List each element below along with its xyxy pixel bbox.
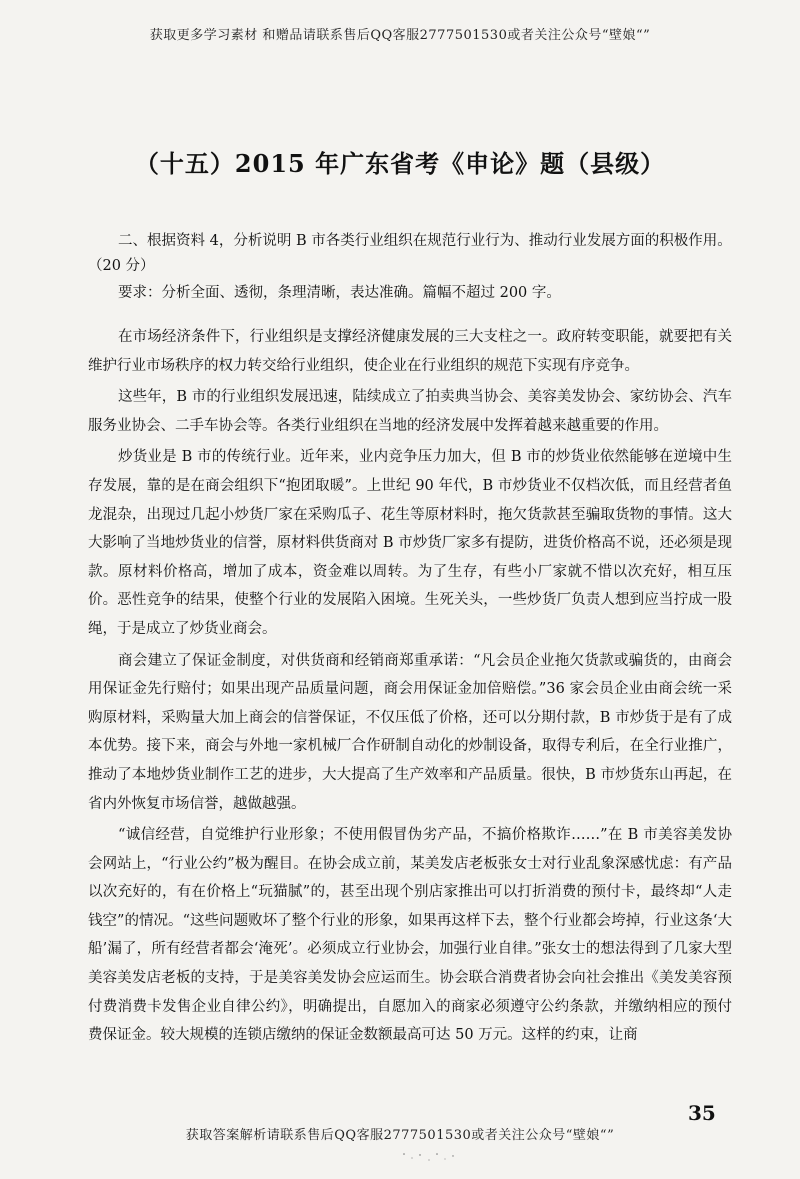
paragraph: 在市场经济条件下，行业组织是支撑经济健康发展的三大支柱之一。政府转变职能，就要把有关维护行业市场秩序的权力转交给行业组织，使企业在行业组织的规范下实现有序竞争。	[88, 329, 732, 374]
page-number: 35	[688, 1101, 716, 1125]
paragraph: 这些年，B 市的行业组织发展迅速，陆续成立了拍卖典当协会、美容美发协会、家纺协会、汽车服务业协会、二手车协会等。各类行业组织在当地的经济发展中发挥着越来越重要的作用。	[88, 389, 732, 434]
footer-promo-note: 获取答案解析请联系售后QQ客服2777501530或者关注公众号“壁娘“”	[185, 1128, 615, 1143]
header-promo-note: 获取更多学习素材 和赠品请联系售后QQ客服2777501530或者关注公众号“壁娘“”	[149, 28, 651, 43]
scan-speckle-decoration	[400, 1150, 460, 1164]
paragraph: “诚信经营，自觉维护行业形象；不使用假冒伪劣产品，不搞价格欺诈……”在 B 市美容美发协会网站上，“行业公约”极为醒目。在协会成立前，某美发店老板张女士对行业乱象深感忧虑：有产品以次充好的，有在价格上“玩猫腻”的，甚至出现个别店家推出可以打折消费的预付卡，最终却“人走钱空”的情况。“这些问题败坏了整个行业的形象，如果再这样下去，整个行业都会垮掉，行业这条‘大船’漏了，所有经营者都会‘淹死’。必须成立行业协会，加强行业自律。”张女士的想法得到了几家大型美容美发店老板的支持，于是美容美发协会应运而生。协会联合消费者协会向社会推出《美发美容预付费消费卡发售企业自律公约》，明确提出，自愿加入的商家必须遵守公约条款，并缴纳相应的预付费保证金。较大规模的连锁店缴纳的保证金数额最高可达 50 万元。这样的约束，让商	[88, 827, 732, 1044]
requirement-text: 要求：分析全面、透彻，条理清晰，表达准确。篇幅不超过 200 字。	[118, 285, 561, 301]
question-text: 二、根据资料 4，分析说明 B 市各类行业组织在规范行业行为、推动行业发展方面的积极作用。（20 分）	[88, 233, 732, 274]
paragraph: 炒货业是 B 市的传统行业。近年来，业内竞争压力加大，但 B 市的炒货业依然能够在逆境中生存发展，靠的是在商会组织下“抱团取暖”。上世纪 90 年代，B 市炒货业不仅档次低，而且经营者鱼龙混杂，出现过几起小炒货厂家在采购瓜子、花生等原材料时，拖欠货款甚至骗取货物的事情。这大大影响了当地炒货业的信誉，原材料供货商对 B 市炒货厂家多有提防，进货价格高不说，还必须是现款。原材料价格高，增加了成本，资金难以周转。为了生存，有些小厂家就不惜以次充好，相互压价。恶性竞争的结果，使整个行业的发展陷入困境。生死关头，一些炒货厂负责人想到应当拧成一股绳，于是成立了炒货业商会。	[88, 449, 732, 637]
page-title: （十五）2015 年广东省考《申论》题（县级）	[134, 149, 666, 178]
material-body	[88, 323, 732, 1053]
paragraph: 商会建立了保证金制度，对供货商和经销商郑重承诺：“凡会员企业拖欠货款或骗货的，由商会用保证金先行赔付；如果出现产品质量问题，商会用保证金加倍赔偿。”36 家会员企业由商会统一采购原材料，采购量大加上商会的信誉保证，不仅压低了价格，还可以分期付款，B 市炒货于是有了成本优势。接下来，商会与外地一家机械厂合作研制自动化的炒制设备，取得专利后，在全行业推广，推动了本地炒货业制作工艺的进步，大大提高了生产效率和产品质量。很快，B 市炒货东山再起，在省内外恢复市场信誉，越做越强。	[88, 652, 732, 812]
